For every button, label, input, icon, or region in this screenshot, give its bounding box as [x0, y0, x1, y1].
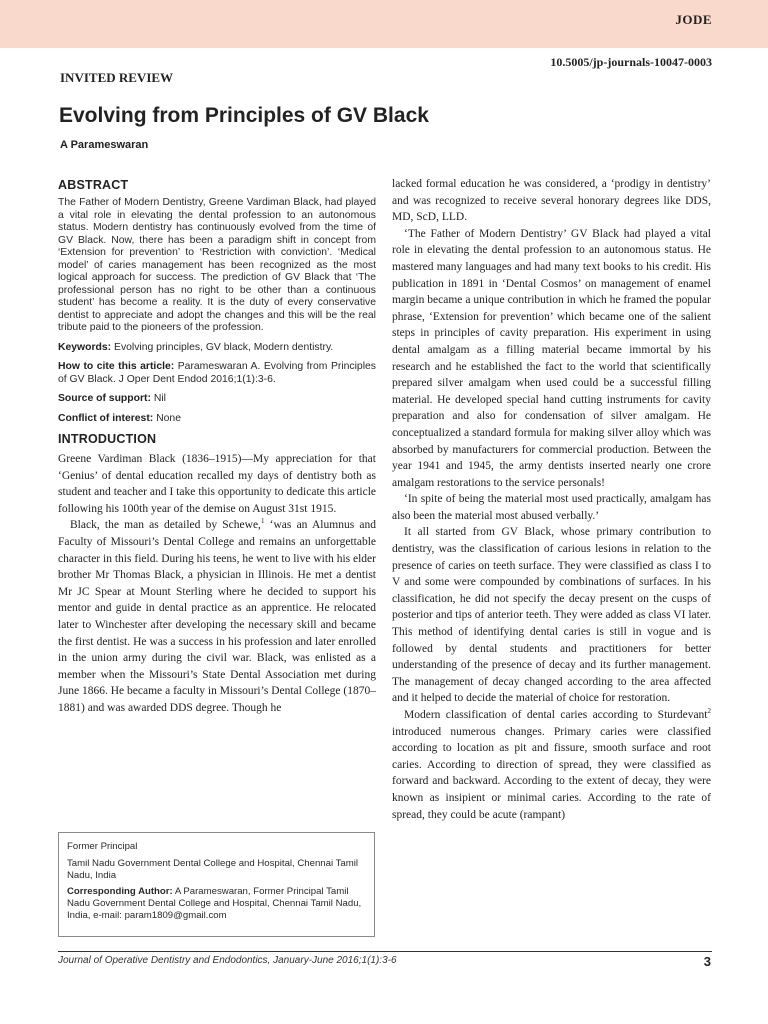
support-value: Nil	[153, 393, 166, 404]
cite-label: How to cite this article:	[58, 361, 175, 372]
conflict-value: None	[156, 412, 181, 424]
article-title: Evolving from Principles of GV Black	[59, 104, 429, 127]
left-column	[58, 178, 376, 717]
conflict-of-interest	[58, 413, 376, 426]
introduction-heading: INTRODUCTION	[58, 432, 157, 446]
abstract-heading: ABSTRACT	[58, 178, 129, 192]
how-to-cite	[58, 361, 376, 386]
right-paragraph-1: lacked formal education he was considered, a ‘prodigy in dentistry’ and was recognized to receive several honorary degrees like DDS, MD, ScD, LLD.	[392, 178, 711, 224]
right-p5-text-b: introduced numerous changes. Primary caries were classified according to location as pit and fissure, smooth surface and root caries. According to direction of spread, they were classified as forward and backward. According to the extent of decay, they were known as insipient or minimal caries. According to the rate of spread, they could be acute (rampant)	[392, 725, 711, 821]
keywords-label: Keywords:	[58, 341, 112, 353]
corresponding-author-label: Corresponding Author:	[67, 886, 173, 898]
intro-p2-text-b: ‘was an Alumnus and Faculty of Missouri’s Dental College and remains an unforgettable character in this field. During his teens, he went to live with his elder brother Mr Thomas Black, a physician in Illinois. He met a dentist Mr JC Spear at Mount Sterling where he decided to support his mentor and guide in dental practice as an apprentice. He relocated later to Winchester after developing the necessary skill and became the first dentist. He was a success in his profession and later enrolled in the union army during the civil war. Black, was enlisted as a member when the Missouri’s State Dental Association met during June 1866. He became a faculty in Missouri’s Dental College (1870–1881) and was awarded DDS degree. Though he	[58, 519, 376, 714]
corresponding-author-details: A Parameswaran, Former Principal Tamil Nadu Government Dental College and Hospital, Chennai Tamil Nadu, India, e-mail: param1809@gmail.com	[67, 886, 362, 921]
intro-p2-text-a: Black, the man as detailed by Schewe,	[70, 519, 261, 532]
reference-2-link[interactable]: 2	[707, 707, 711, 716]
journal-abbreviation: JODE	[675, 12, 712, 27]
intro-paragraph-2	[58, 517, 376, 716]
conflict-label: Conflict of interest:	[58, 412, 154, 424]
keywords	[58, 342, 376, 355]
keywords-value: Evolving principles, GV black, Modern dentistry.	[114, 341, 334, 353]
author-affiliation-box	[58, 832, 375, 937]
doi-link[interactable]: 10.5005/jp-journals-10047-0003	[550, 55, 712, 69]
source-of-support	[58, 393, 376, 406]
affiliation-title: Former Principal	[67, 841, 138, 852]
article-section-label: INVITED REVIEW	[60, 70, 174, 85]
intro-paragraph-1: Greene Vardiman Black (1836–1915)—My appreciation for that ‘Genius’ of dental education recalled my days of dentistry both as student and teacher and I take this opportunity to dedicate this article following his 100th year of the demise on August 31st 1915.	[58, 453, 376, 515]
support-label: Source of support:	[58, 393, 151, 404]
right-column	[392, 176, 711, 823]
footer-divider	[58, 951, 712, 952]
cite-value: Parameswaran A. Evolving from Principles of GV Black. J Oper Dent Endod 2016;1(1):3-6.	[58, 361, 376, 385]
page-number: 3	[703, 954, 711, 969]
right-paragraph-2: ‘The Father of Modern Dentistry’ GV Black had played a vital role in elevating the dental profession to an autonomous status. He mastered many languages and had many text books to his credit. His publication in 1891 in ‘Dental Cosmos’ on management of enamel margin became a unique contribution in which he framed the popular phrase, ‘Extension for prevention’ which became one of the salient steps in principles of cavity preparation. His experiment in using dental amalgam as a filling material became immortal by his research and he established the fact to the world that scientifically prepared silver amalgam when used could be a successful filling material. He developed special hand cutting instruments for cavity preparation and also for condensation of silver amalgam. He conceptualized a standard formula for making silver alloy which was absorbed by manufacturers for commercial production. Between the year 1941 and 1945, the army dentists inserted nearly one crore amalgam restorations to the service personals!	[392, 227, 711, 489]
corresponding-author	[67, 886, 366, 921]
footer-citation: Journal of Operative Dentistry and Endodontics, January-June 2016;1(1):3-6	[58, 955, 397, 966]
reference-1-link[interactable]: 1	[260, 517, 265, 526]
header-band	[0, 0, 768, 48]
affiliation-institution: Tamil Nadu Government Dental College and Hospital, Chennai Tamil Nadu, India	[67, 857, 358, 881]
right-p5-text-a: Modern classification of dental caries according to Sturdevant	[404, 709, 708, 721]
right-paragraph-4: It all started from GV Black, whose primary contribution to dentistry, was the classification of carious lesions in relation to the presence of caries on teeth surface. They were classified as class I to V and some were compounded by combinations of surfaces. In his classification, he did not specify the decay present on the cusps of posterior and tips of anterior teeth. They were added as class VI later. This method of identifying dental caries is still in vogue and is followed by dental students and practitioners for better understanding of the presence of decay and its further management. The management of decay changed according to the area affected and it helped to decide the material of choice for restoration.	[392, 526, 711, 705]
right-paragraph-5	[392, 707, 711, 823]
article-author: A Parameswaran	[60, 139, 149, 151]
abstract-text: The Father of Modern Dentistry, Greene Vardiman Black, had played a vital role in elevating the dental profession to an autonomous status. Modern dentistry has continuously evolved from the time of GV Black. Now, there has been a paradigm shift in concept from ‘Extension for prevention’ to ‘Restriction with conviction’. ‘Medical model’ of caries management has been recognized as the most logical approach for success. The prediction of GV Black that ‘The professional person has no right to be other than a continuous student’ has become a reality. It is the duty of every conservative dentist to appreciate and adopt the changes and this will be the real tribute paid to the pioneers of the profession.	[58, 197, 376, 333]
right-paragraph-3: ‘In spite of being the material most used practically, amalgam has also been the material most abused verbally.’	[392, 493, 711, 522]
